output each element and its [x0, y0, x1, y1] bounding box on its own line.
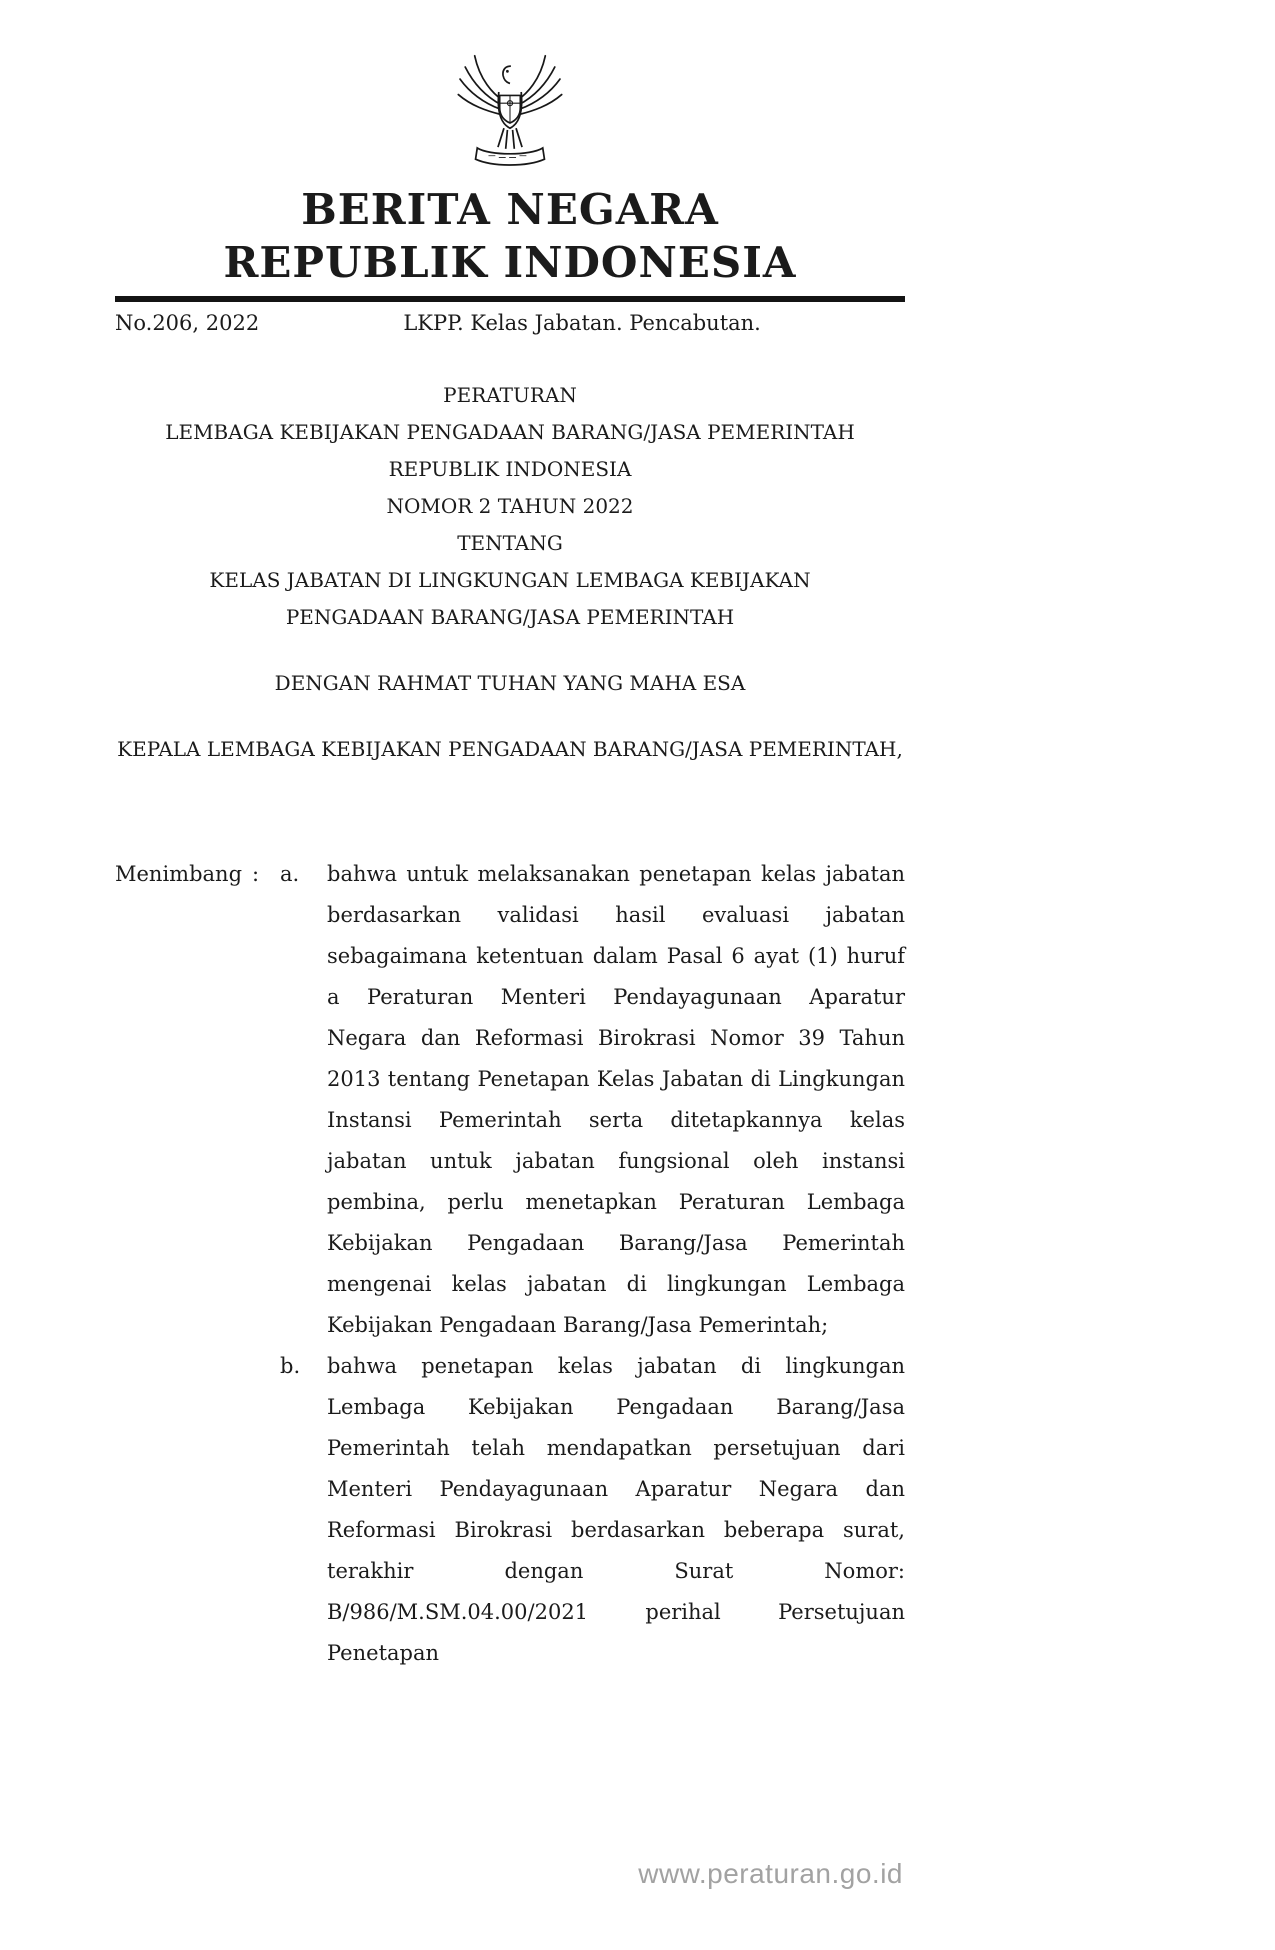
issuing-authority: KEPALA LEMBAGA KEBIJAKAN PENGADAAN BARANG/JASA PEMERINTAH,	[117, 737, 903, 761]
considerations-colon: :	[252, 862, 260, 886]
title-line: TENTANG	[457, 531, 563, 555]
content-area	[115, 0, 905, 1674]
issue-number: No.206, 2022	[115, 311, 260, 335]
considerations-colon-spacer	[252, 1346, 280, 1674]
masthead-rule	[115, 296, 905, 302]
item-text-a: bahwa untuk melaksanakan penetapan kelas jabatan berdasarkan validasi hasil evaluasi jabatan sebagaimana ketentuan dalam Pasal 6 ayat (1) huruf a Peraturan Menteri Pendayagunaan Aparatur Negara dan Reformasi Birokrasi Nomor 39 Tahun 2013 tentang Penetapan Kelas Jabatan di Lingkungan Instansi Pemerintah serta ditetapkannya kelas jabatan untuk jabatan fungsional oleh instansi pembina, perlu menetapkan Peraturan Lembaga Kebijakan Pengadaan Barang/Jasa Pemerintah mengenai kelas jabatan di lingkungan Lembaga Kebijakan Pengadaan Barang/Jasa Pemerintah;	[327, 862, 905, 1337]
item-text-b: bahwa penetapan kelas jabatan di lingkungan Lembaga Kebijakan Pengadaan Barang/Jasa Pemerintah telah mendapatkan persetujuan dari Menteri Pendayagunaan Aparatur Negara dan Reformasi Birokrasi berdasarkan beberapa surat, terakhir dengan Surat Nomor: B/986/M.SM.04.00/2021 perihal Persetujuan Penetapan	[327, 1354, 905, 1665]
title-line: LEMBAGA KEBIJAKAN PENGADAAN BARANG/JASA PEMERINTAH	[165, 420, 855, 444]
garuda-emblem-icon	[454, 42, 566, 173]
considerations-section	[115, 854, 905, 1674]
title-line: KELAS JABATAN DI LINGKUNGAN LEMBAGA KEBIJAKAN	[209, 568, 811, 592]
title-line: REPUBLIK INDONESIA	[388, 457, 632, 481]
subject-line: LKPP. Kelas Jabatan. Pencabutan.	[403, 311, 761, 335]
considerations-label-spacer	[115, 1346, 252, 1674]
item-letter-a: a.	[280, 862, 300, 886]
item-letter-b: b.	[280, 1354, 301, 1378]
title-line: PERATURAN	[443, 383, 577, 407]
masthead-title	[115, 183, 905, 289]
title-line: NOMOR 2 TAHUN 2022	[386, 494, 634, 518]
watermark-url: www.peraturan.go.id	[638, 1858, 903, 1889]
considerations-label: Menimbang	[115, 862, 243, 886]
masthead-line-1: BERITA NEGARA	[301, 185, 719, 234]
divine-invocation: DENGAN RAHMAT TUHAN YANG MAHA ESA	[274, 671, 746, 695]
masthead-line-2: REPUBLIK INDONESIA	[223, 238, 797, 287]
regulation-title-block	[115, 377, 905, 636]
meta-row	[115, 311, 905, 335]
title-line: PENGADAAN BARANG/JASA PEMERINTAH	[285, 605, 735, 629]
